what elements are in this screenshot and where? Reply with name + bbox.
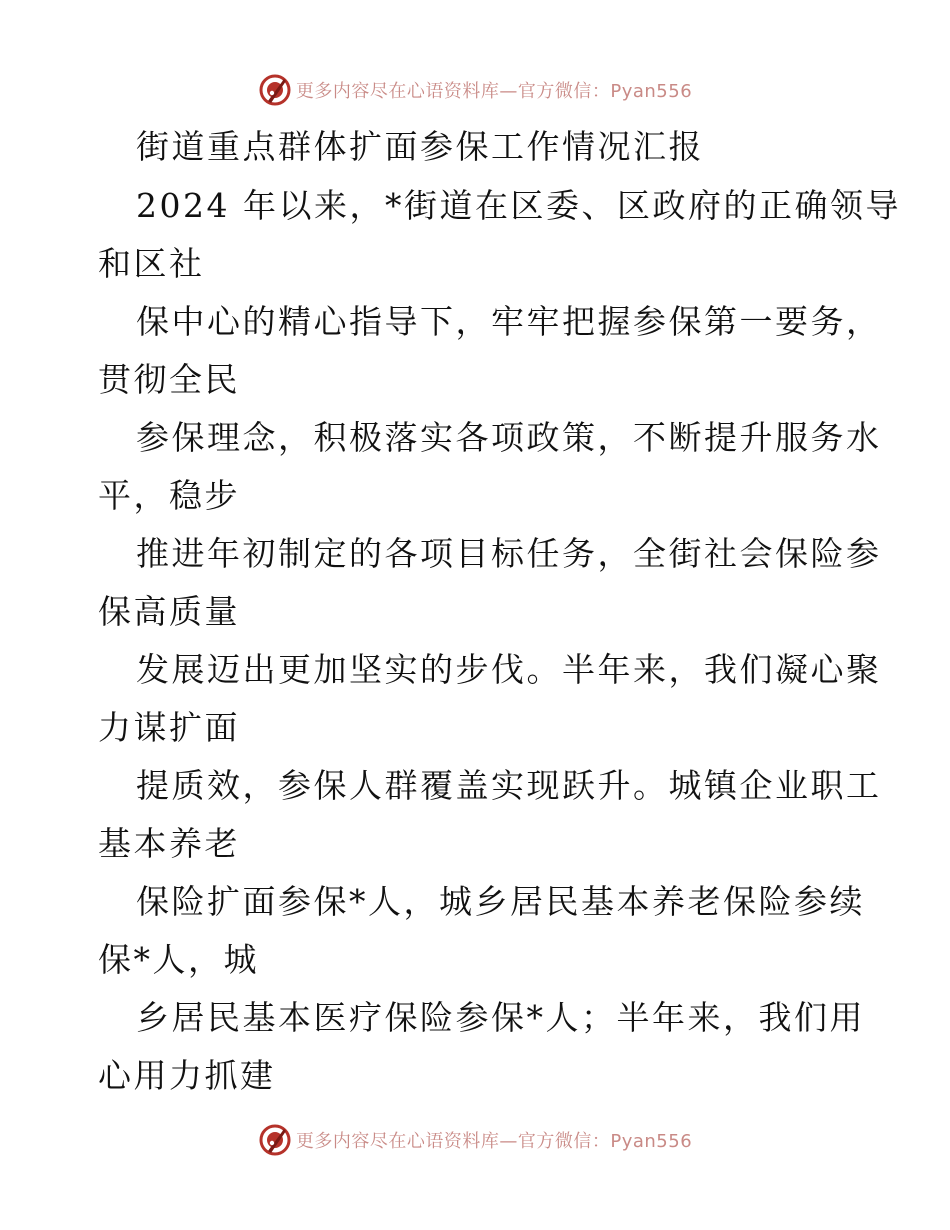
quill-seal-icon: [258, 1123, 292, 1157]
paragraph-line: 2024 年以来，*街道在区委、区政府的正确领导: [136, 186, 901, 225]
header-watermark: [0, 70, 950, 110]
watermark-text: 更多内容尽在心语资料库—官方微信：Pyan556: [295, 1131, 693, 1152]
watermark-text: 更多内容尽在心语资料库—官方微信：Pyan556: [295, 81, 693, 102]
paragraph-line: 心用力抓建: [98, 1056, 276, 1095]
paragraph-line: 参保理念，积极落实各项政策，不断提升服务水: [136, 418, 882, 457]
paragraph-line: 发展迈出更加坚实的步伐。半年来，我们凝心聚: [136, 650, 882, 689]
paragraph-line: 力谋扩面: [98, 708, 240, 747]
paragraph-line: 保高质量: [98, 592, 240, 631]
paragraph-line: 保险扩面参保*人，城乡居民基本养老保险参续: [136, 882, 865, 921]
paragraph-line: 保中心的精心指导下，牢牢把握参保第一要务，: [136, 302, 882, 341]
paragraph-line: 贯彻全民: [98, 360, 240, 399]
paragraph-line: 基本养老: [98, 824, 240, 863]
paragraph-line: 和区社: [98, 244, 205, 283]
paragraph-line: 乡居民基本医疗保险参保*人；半年来，我们用: [136, 998, 865, 1037]
paragraph-line: 保*人，城: [98, 940, 259, 979]
document-title: 街道重点群体扩面参保工作情况汇报: [136, 127, 704, 166]
footer-watermark: [0, 1120, 950, 1160]
quill-seal-icon: [258, 73, 292, 107]
paragraph-line: 平，稳步: [98, 476, 240, 515]
paragraph-line: 推进年初制定的各项目标任务，全街社会保险参: [136, 534, 882, 573]
paragraph-line: 提质效，参保人群覆盖实现跃升。城镇企业职工: [136, 766, 882, 805]
